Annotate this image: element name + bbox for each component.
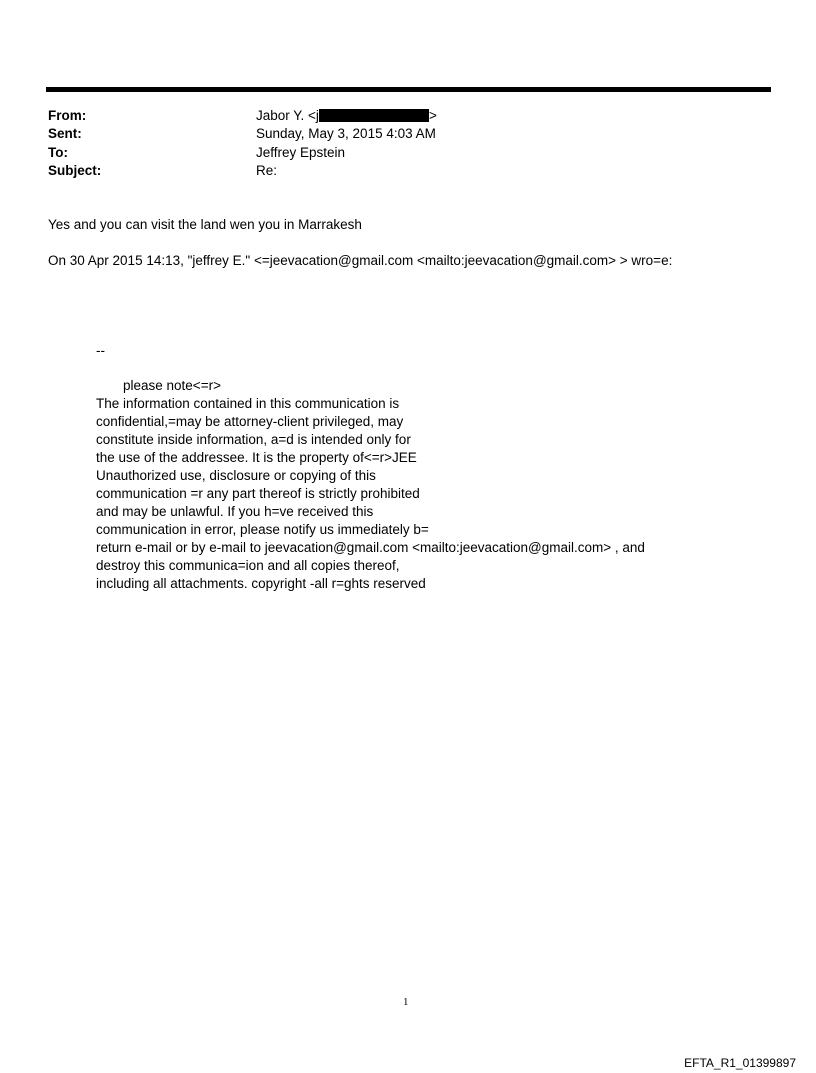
header-rule — [46, 87, 771, 92]
page-number: 1 — [403, 996, 409, 1008]
subject-label: Subject: — [48, 163, 102, 178]
redaction-box — [319, 109, 429, 122]
disclaimer-line: return e-mail or by e-mail to jeevacation@gmail.com <mailto:jeevacation@gmail.com> , and — [96, 540, 645, 555]
disclaimer-line: please note<=r> — [123, 378, 221, 393]
disclaimer-line: constitute inside information, a=d is intended only for — [96, 432, 411, 447]
from-close: > — [428, 108, 437, 123]
subject-value: Re: — [256, 163, 278, 178]
disclaimer-line: communication =r any part thereof is strictly prohibited — [96, 486, 420, 501]
from-label: From: — [48, 108, 87, 123]
to-value: Jeffrey Epstein — [256, 145, 346, 160]
reply-text: Yes and you can visit the land wen you in Marrakesh — [48, 217, 362, 232]
disclaimer-line: Unauthorized use, disclosure or copying of this — [96, 468, 376, 483]
disclaimer-line: the use of the addressee. It is the property of<=r>JEE — [96, 450, 417, 465]
disclaimer-line: destroy this communica=ion and all copies thereof, — [96, 558, 400, 573]
from-value — [256, 107, 437, 125]
quote-intro: On 30 Apr 2015 14:13, "jeffrey E." <=jeevacation@gmail.com <mailto:jeevacation@gmail.com> > wro=e: — [48, 253, 673, 268]
email-header — [48, 107, 768, 182]
sent-value: Sunday, May 3, 2015 4:03 AM — [256, 126, 436, 141]
disclaimer-line: and may be unlawful. If you h=ve received this — [96, 504, 374, 519]
disclaimer-line: including all attachments. copyright -all r=ghts reserved — [96, 576, 426, 591]
disclaimer-line: confidential,=may be attorney-client privileged, may — [96, 414, 404, 429]
bates-number: EFTA_R1_01399897 — [684, 1056, 796, 1070]
disclaimer-line: The information contained in this communication is — [96, 396, 400, 411]
sent-label: Sent: — [48, 126, 82, 141]
disclaimer-line: communication in error, please notify us immediately b= — [96, 522, 429, 537]
signature-separator: -- — [96, 343, 105, 358]
to-label: To: — [48, 145, 68, 160]
from-name: Jabor Y. <j — [256, 108, 319, 123]
